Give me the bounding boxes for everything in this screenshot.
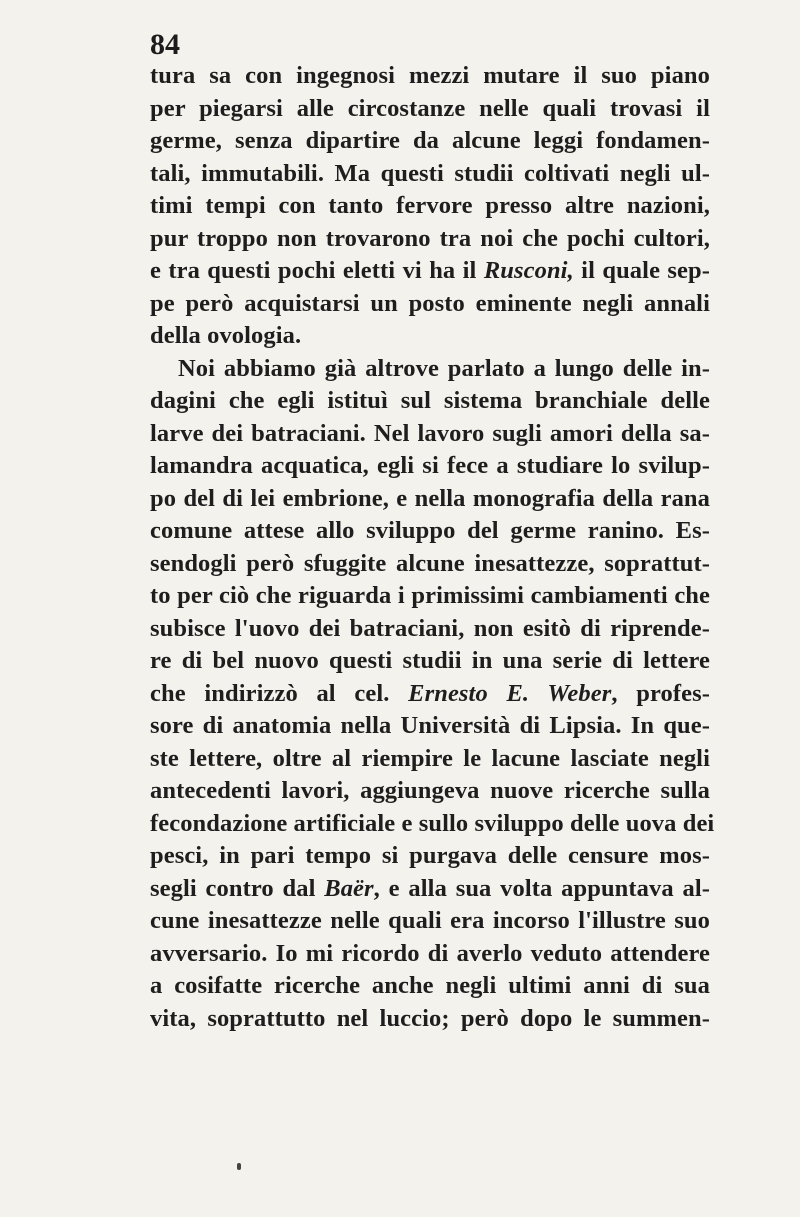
- text-run: subisce l'uovo dei batraciani, non esitò di riprende-: [150, 614, 710, 642]
- text-line: [150, 613, 710, 646]
- text-run: a cosifatte ricerche anche negli ultimi anni di sua: [150, 972, 710, 999]
- text-line: [150, 288, 710, 321]
- text-run: dagini che egli istituì sul sistema branchiale delle: [150, 387, 710, 414]
- text-run: sendogli però sfuggite alcune inesattezze, soprattut-: [150, 549, 710, 577]
- text-line: [150, 125, 710, 158]
- text-run: pe però acquistarsi un posto eminente negli annali: [150, 289, 710, 317]
- text-run: vita, soprattutto nel luccio; però dopo le summen-: [150, 1004, 710, 1032]
- text-line: [150, 320, 710, 353]
- text-line: [150, 710, 710, 743]
- text-line: [150, 418, 710, 451]
- text-run: segli contro dal: [150, 874, 325, 902]
- text-line: [150, 353, 710, 386]
- ink-speck: [237, 1163, 241, 1170]
- text-run: po del di lei embrione, e nella monografia della rana: [150, 484, 710, 512]
- text-line: [150, 385, 710, 418]
- text-run: della ovologia.: [150, 322, 302, 349]
- text-run: e tra questi pochi eletti vi ha il: [150, 257, 484, 284]
- text-run: il quale sep-: [573, 257, 710, 284]
- text-line: [150, 450, 710, 483]
- text-line: [150, 873, 710, 906]
- text-run: fecondazione artificiale e sullo sviluppo delle uova dei: [150, 809, 715, 837]
- text-run: tali, immutabili. Ma questi studii coltivati negli ul-: [150, 159, 710, 187]
- text-line: [150, 1003, 710, 1036]
- text-line: [150, 93, 710, 126]
- text-line: [150, 580, 710, 613]
- text-run: che indirizzò al cel.: [150, 679, 409, 707]
- italic-name: Ernesto E. Weber: [408, 679, 612, 707]
- text-run: antecedenti lavori, aggiungeva nuove ricerche sulla: [150, 777, 710, 804]
- text-line: [150, 970, 710, 1003]
- text-run: , profes-: [611, 679, 711, 707]
- text-line: [150, 840, 710, 873]
- text-run: larve dei batraciani. Nel lavoro sugli amori della sa-: [150, 419, 710, 447]
- text-run: cune inesattezze nelle quali era incorso l'illustre suo: [150, 907, 710, 934]
- italic-name: Baër: [324, 874, 374, 902]
- body-text: [150, 60, 715, 1035]
- text-run: sore di anatomia nella Università di Lipsia. In que-: [150, 712, 710, 739]
- text-line: [150, 905, 710, 938]
- text-line: [150, 645, 710, 678]
- text-line: [150, 515, 710, 548]
- text-line: [150, 743, 710, 776]
- text-run: re di bel nuovo questi studii in una serie di lettere: [150, 647, 710, 674]
- text-run: comune attese allo sviluppo del germe ranino. Es-: [150, 517, 710, 544]
- text-line: [150, 255, 710, 288]
- italic-name: Rusconi,: [483, 257, 574, 284]
- text-run: pesci, in pari tempo si purgava delle censure mos-: [150, 842, 710, 869]
- text-run: pur troppo non trovarono tra noi che pochi cultori,: [150, 224, 710, 252]
- text-line: [150, 158, 710, 191]
- text-run: , e alla sua volta appuntava al-: [373, 874, 710, 902]
- text-run: ste lettere, oltre al riempire le lacune lasciate negli: [150, 744, 710, 772]
- text-line: [150, 223, 710, 256]
- text-line: [150, 775, 710, 808]
- text-run: avversario. Io mi ricordo di averlo veduto attendere: [150, 939, 710, 967]
- text-run: tura sa con ingegnosi mezzi mutare il suo piano: [150, 62, 710, 89]
- text-line: [150, 483, 710, 516]
- text-line: [150, 190, 710, 223]
- page-number: 84: [150, 28, 180, 61]
- text-run: per piegarsi alle circostanze nelle quali trovasi il: [150, 94, 710, 122]
- text-run: to per ciò che riguarda i primissimi cambiamenti che: [150, 582, 710, 609]
- text-line: [150, 60, 710, 93]
- text-line: [150, 548, 710, 581]
- text-line: [150, 938, 710, 971]
- text-run: timi tempi con tanto fervore presso altre nazioni,: [150, 192, 710, 219]
- text-run: lamandra acquatica, egli si fece a studiare lo svilup-: [150, 452, 710, 479]
- text-run: germe, senza dipartire da alcune leggi fondamen-: [150, 127, 710, 154]
- text-line: [150, 808, 715, 841]
- text-run: Noi abbiamo già altrove parlato a lungo delle in-: [178, 354, 710, 382]
- text-line: [150, 678, 710, 711]
